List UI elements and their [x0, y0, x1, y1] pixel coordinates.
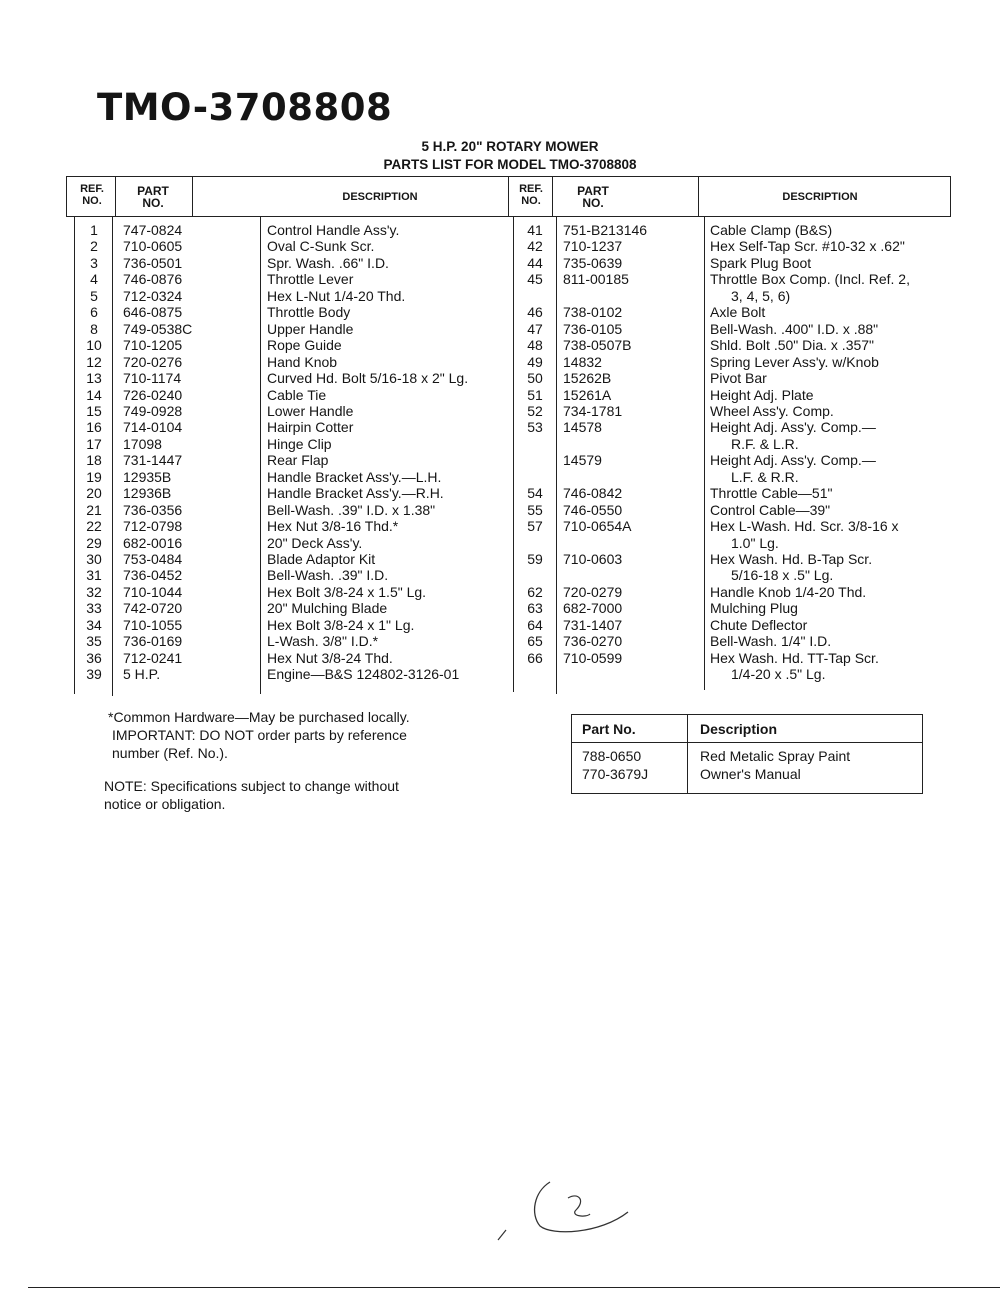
- extra-header-description: Description: [700, 721, 778, 737]
- part-ref-number: 55: [527, 501, 543, 518]
- part-description: Hex Self-Tap Scr. #10-32 x .62": [710, 238, 905, 255]
- part-ref-number: 33: [86, 600, 102, 617]
- part-ref-number: 16: [86, 419, 102, 436]
- extra-row-part: 770-3679J: [582, 766, 649, 782]
- part-description: Lower Handle: [267, 402, 354, 419]
- part-number: 15262B: [563, 370, 612, 387]
- part-number: 736-0105: [563, 320, 623, 337]
- part-description-continued: 3, 4, 5, 6): [731, 287, 791, 304]
- part-number: 734-1781: [563, 402, 623, 419]
- part-ref-number: 3: [90, 254, 98, 271]
- part-ref-number: 29: [86, 534, 102, 551]
- part-number: 746-0876: [123, 271, 183, 288]
- part-description: Control Cable—39": [710, 501, 831, 518]
- part-description-continued: R.F. & L.R.: [731, 435, 799, 452]
- part-ref-number: 14: [86, 386, 102, 403]
- header-description-right: DESCRIPTION: [782, 191, 858, 203]
- part-description-continued: 5/16-18 x .5" Lg.: [731, 567, 834, 584]
- part-ref-number: 21: [86, 501, 102, 518]
- part-ref-number: 1: [90, 222, 98, 238]
- subtitle-mower: 5 H.P. 20" ROTARY MOWER: [421, 139, 599, 154]
- part-ref-number: 39: [86, 666, 102, 683]
- part-ref-number: 10: [86, 337, 102, 354]
- part-description: Throttle Box Comp. (Incl. Ref. 2,: [710, 271, 910, 288]
- part-ref-number: 4: [90, 271, 98, 288]
- part-description: Blade Adaptor Kit: [267, 551, 376, 567]
- part-number: 710-0603: [563, 551, 623, 567]
- part-description: 20" Mulching Blade: [267, 600, 388, 617]
- part-number: 736-0452: [123, 567, 183, 584]
- part-description: Chute Deflector: [710, 616, 808, 633]
- part-ref-number: 52: [527, 402, 543, 419]
- part-number: 736-0169: [123, 633, 183, 650]
- part-ref-number: 22: [86, 518, 102, 535]
- part-number: 746-0550: [563, 501, 623, 518]
- part-ref-number: 59: [527, 551, 543, 567]
- part-number: 710-0605: [123, 238, 183, 255]
- part-description: Hairpin Cotter: [267, 419, 354, 436]
- part-ref-number: 2: [90, 238, 98, 255]
- part-ref-number: 42: [527, 238, 543, 255]
- part-description: Throttle Body: [267, 304, 351, 321]
- part-description: Hex Nut 3/8-24 Thd.: [267, 649, 393, 666]
- part-number: 735-0639: [563, 254, 623, 271]
- part-ref-number: 57: [527, 518, 543, 535]
- part-number: 17098: [123, 435, 162, 452]
- part-description: Hex Bolt 3/8-24 x 1" Lg.: [267, 616, 415, 633]
- part-ref-number: 41: [527, 222, 543, 238]
- part-number: 714-0104: [123, 419, 183, 436]
- part-ref-number: 65: [527, 633, 543, 650]
- subtitle-parts-list: PARTS LIST FOR MODEL TMO-3708808: [383, 157, 637, 172]
- part-description: Bell-Wash. 1/4" I.D.: [710, 633, 832, 650]
- part-description-continued: L.F. & R.R.: [731, 468, 799, 485]
- header-description-left: DESCRIPTION: [342, 191, 418, 203]
- part-ref-number: 36: [86, 649, 102, 666]
- part-number: 14579: [563, 452, 602, 469]
- part-description: 20" Deck Ass'y.: [267, 534, 363, 551]
- part-description: Rope Guide: [267, 337, 342, 354]
- part-number: 736-0356: [123, 501, 183, 518]
- part-description: Cable Tie: [267, 386, 327, 403]
- part-number: 736-0501: [123, 254, 183, 271]
- part-ref-number: 8: [90, 320, 98, 337]
- extra-row-description: Red Metalic Spray Paint: [700, 748, 851, 764]
- handwritten-page-mark: [490, 1170, 640, 1250]
- part-ref-number: 63: [527, 600, 543, 617]
- part-description: Mulching Plug: [710, 600, 798, 617]
- part-description: Height Adj. Plate: [710, 386, 814, 403]
- part-ref-number: 32: [86, 583, 102, 600]
- part-description: Pivot Bar: [710, 370, 767, 387]
- part-ref-number: 20: [86, 485, 102, 502]
- part-ref-number: 51: [527, 386, 543, 403]
- part-description: Upper Handle: [267, 320, 354, 337]
- common-hardware-note: *Common Hardware—May be purchased locally. IMPORTANT: DO NOT order parts by reference number (Ref. No.).: [108, 709, 410, 761]
- part-number: 682-7000: [563, 600, 623, 617]
- page-footer-line: [28, 1287, 1000, 1288]
- part-ref-number: 66: [527, 649, 543, 666]
- part-description: Control Handle Ass'y.: [267, 222, 400, 238]
- part-number: 720-0276: [123, 353, 183, 370]
- part-number: 5 H.P.: [123, 666, 161, 683]
- part-description: Axle Bolt: [710, 304, 766, 321]
- part-number: 746-0842: [563, 485, 623, 502]
- header-ref-right: REF. NO.: [519, 183, 543, 207]
- part-description: Bell-Wash. .39" I.D. x 1.38": [267, 501, 436, 518]
- part-description: Engine—B&S 124802-3126-01: [267, 666, 460, 683]
- part-number: 726-0240: [123, 386, 183, 403]
- part-number: 710-1205: [123, 337, 183, 354]
- part-description: Throttle Lever: [267, 271, 354, 288]
- part-ref-number: 50: [527, 370, 543, 387]
- part-ref-number: 30: [86, 551, 102, 567]
- part-number: 710-1044: [123, 583, 183, 600]
- part-ref-number: 18: [86, 452, 102, 469]
- part-number: 738-0102: [563, 304, 623, 321]
- part-ref-number: 45: [527, 271, 543, 288]
- part-ref-number: 64: [527, 616, 543, 633]
- part-ref-number: 34: [86, 616, 102, 633]
- part-ref-number: 17: [86, 435, 102, 452]
- part-description: Height Adj. Ass'y. Comp.—: [710, 419, 876, 436]
- extra-row-description: Owner's Manual: [700, 766, 801, 782]
- part-number: 682-0016: [123, 534, 183, 551]
- part-number: 749-0538C: [123, 320, 193, 337]
- part-description: Hex Nut 3/8-16 Thd.*: [267, 518, 399, 535]
- part-number: 811-00185: [563, 271, 629, 288]
- part-description: Hex L-Nut 1/4-20 Thd.: [267, 287, 406, 304]
- part-ref-number: 31: [86, 567, 102, 584]
- part-description: Handle Bracket Ass'y.—R.H.: [267, 485, 444, 502]
- part-description: Handle Bracket Ass'y.—L.H.: [267, 468, 442, 485]
- part-description: Hand Knob: [267, 353, 338, 370]
- part-ref-number: 48: [527, 337, 543, 354]
- part-description: Height Adj. Ass'y. Comp.—: [710, 452, 876, 469]
- part-number: 710-0654A: [563, 518, 632, 535]
- part-description: Curved Hd. Bolt 5/16-18 x 2" Lg.: [267, 370, 469, 387]
- header-part-left: PART NO.: [137, 184, 169, 210]
- part-ref-number: 35: [86, 633, 102, 650]
- part-description: Oval C-Sunk Scr.: [267, 238, 375, 255]
- part-description: Hex Wash. Hd. B-Tap Scr.: [710, 551, 873, 567]
- part-description: Spr. Wash. .66" I.D.: [267, 254, 389, 271]
- part-number: 710-1237: [563, 238, 623, 255]
- part-description: Hinge Clip: [267, 435, 332, 452]
- part-number: 751-B213146: [563, 222, 648, 238]
- part-number: 738-0507B: [563, 337, 632, 354]
- part-number: 12935B: [123, 468, 172, 485]
- part-description: L-Wash. 3/8" I.D.*: [267, 633, 379, 650]
- part-number: 12936B: [123, 485, 172, 502]
- part-number: 712-0798: [123, 518, 183, 535]
- extra-row-part: 788-0650: [582, 748, 642, 764]
- part-description: Throttle Cable—51": [710, 485, 833, 502]
- part-description: Rear Flap: [267, 452, 329, 469]
- part-description: Spring Lever Ass'y. w/Knob: [710, 353, 879, 370]
- part-ref-number: 54: [527, 485, 543, 502]
- model-title: TMO-3708808: [97, 86, 393, 129]
- part-number: 712-0241: [123, 649, 183, 666]
- part-ref-number: 19: [86, 468, 102, 485]
- part-description: Bell-Wash. .400" I.D. x .88": [710, 320, 879, 337]
- part-number: 742-0720: [123, 600, 183, 617]
- part-number: 14578: [563, 419, 602, 436]
- part-ref-number: 6: [90, 304, 98, 321]
- part-ref-number: 62: [527, 583, 543, 600]
- part-number: 753-0484: [123, 551, 183, 567]
- part-ref-number: 12: [86, 353, 102, 370]
- part-ref-number: 49: [527, 353, 543, 370]
- part-number: 14832: [563, 353, 602, 370]
- part-description: Hex Wash. Hd. TT-Tap Scr.: [710, 649, 879, 666]
- part-ref-number: 46: [527, 304, 543, 321]
- part-number: 646-0875: [123, 304, 183, 321]
- part-description: Hex Bolt 3/8-24 x 1.5" Lg.: [267, 583, 427, 600]
- header-part-right: PART NO.: [577, 184, 609, 210]
- part-description: Shld. Bolt .50" Dia. x .357": [710, 337, 875, 354]
- part-ref-number: 5: [90, 287, 98, 304]
- part-description: Handle Knob 1/4-20 Thd.: [710, 583, 867, 600]
- part-number: 712-0324: [123, 287, 183, 304]
- header-ref-left: REF. NO.: [80, 183, 104, 207]
- part-description-continued: 1.0" Lg.: [731, 534, 779, 551]
- part-ref-number: 15: [86, 402, 102, 419]
- part-number: 15261A: [563, 386, 612, 403]
- extra-parts-table: [571, 714, 923, 794]
- part-number: 747-0824: [123, 222, 183, 238]
- part-number: 720-0279: [563, 583, 623, 600]
- extra-header-part: Part No.: [582, 721, 636, 737]
- part-number: 736-0270: [563, 633, 623, 650]
- part-number: 731-1447: [123, 452, 183, 469]
- part-description: Cable Clamp (B&S): [710, 222, 833, 238]
- part-ref-number: 53: [527, 419, 543, 436]
- part-description: Bell-Wash. .39" I.D.: [267, 567, 389, 584]
- part-number: 731-1407: [563, 616, 623, 633]
- part-description: Spark Plug Boot: [710, 254, 812, 271]
- specification-note: NOTE: Specifications subject to change without notice or obligation.: [104, 778, 399, 812]
- part-description: Hex L-Wash. Hd. Scr. 3/8-16 x: [710, 518, 899, 535]
- part-number: 710-1055: [123, 616, 183, 633]
- part-description: Wheel Ass'y. Comp.: [710, 402, 834, 419]
- part-number: 710-1174: [123, 370, 182, 387]
- part-ref-number: 44: [527, 254, 543, 271]
- part-description-continued: 1/4-20 x .5" Lg.: [731, 666, 826, 683]
- part-ref-number: 13: [86, 370, 102, 387]
- part-ref-number: 47: [527, 320, 543, 337]
- part-number: 749-0928: [123, 402, 183, 419]
- part-number: 710-0599: [563, 649, 623, 666]
